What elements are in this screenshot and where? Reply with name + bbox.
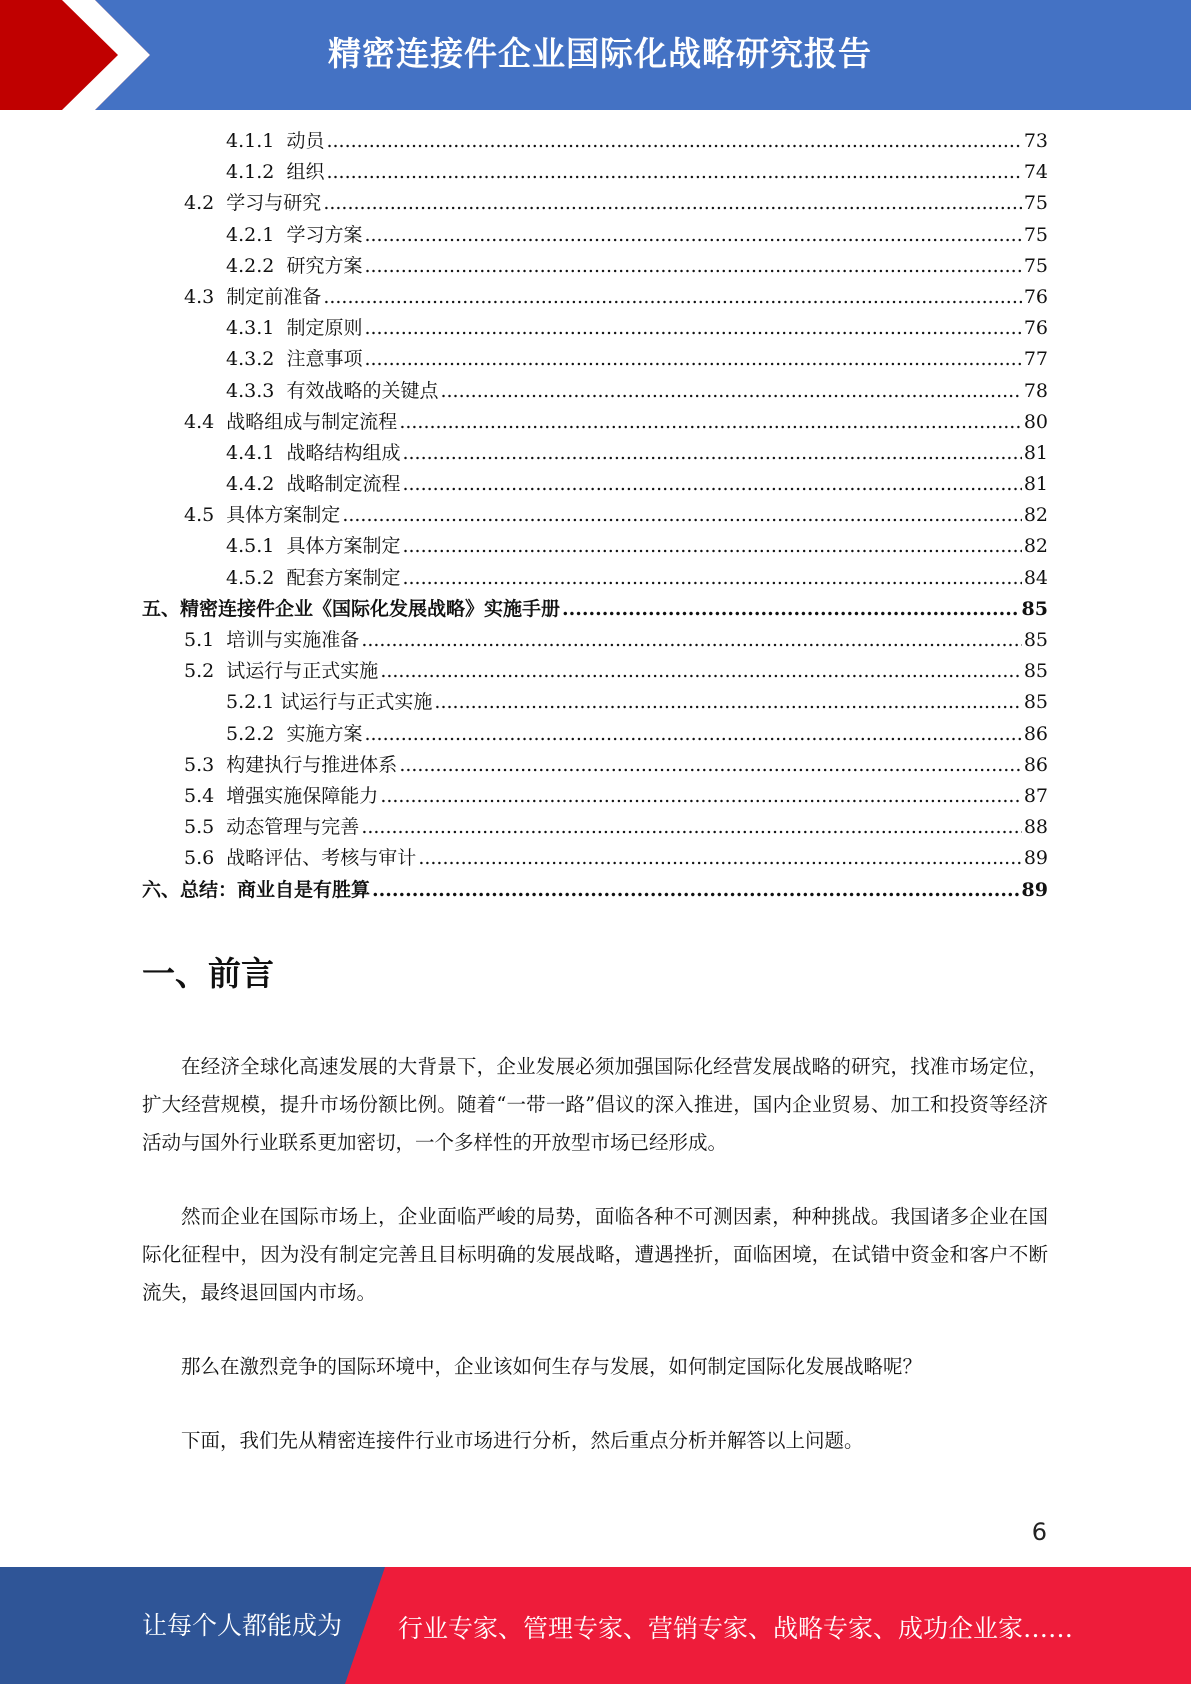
toc-entry-title: 研究方案 [286,254,363,277]
toc-entry-title: 注意事项 [286,348,363,371]
toc-entry[interactable] [142,407,1048,438]
header-banner [0,0,1191,110]
toc-entry-title: 培训与实施准备 [226,629,360,651]
toc-entry-number: 5.6 [184,847,227,870]
toc-dot-leader [364,313,1021,344]
toc-entry-title: 动员 [286,130,325,152]
toc-entry-page: 85 [1023,691,1048,714]
toc-dot-leader [342,500,1022,531]
toc-entry[interactable] [142,531,1048,562]
toc-dot-leader [364,344,1021,375]
paragraph: 下面，我们先从精密连接件行业市场进行分析，然后重点分析并解答以上问题。 [181,1429,864,1452]
toc-entry-number: 4.3 [184,285,227,308]
toc-entry[interactable] [142,875,1048,906]
toc-entry-page: 88 [1023,816,1048,839]
toc-entry-page: 75 [1023,192,1048,215]
footer-banner [0,1567,1191,1684]
toc-dot-leader [562,594,1020,625]
toc-entry-number: 5.5 [184,816,227,839]
toc-dot-leader [399,750,1022,781]
toc-entry-page: 81 [1023,441,1048,464]
toc-dot-leader [364,719,1021,750]
toc-entry-number: 4.5.1 [226,535,287,558]
toc-entry-title: 学习与研究 [226,192,322,215]
paragraph: 然而企业在国际市场上，企业面临严峻的局势，面临各种不可测因素，种种挑战。我国诸多企业在国际化征程中，因为没有制定完善且目标明确的发展战略，遭遇挫折，面临困境，在试错中资金和客户不断流失，最终退回国内市场。 [142,1205,1048,1304]
toc-entry[interactable] [142,656,1048,687]
toc-entry-page: 89 [1021,878,1048,901]
toc-entry-number: 5.4 [184,784,227,807]
toc-entry-page: 85 [1023,660,1048,683]
header-red-chevron [0,0,150,110]
toc-entry-page: 76 [1023,285,1048,308]
toc-entry-page: 74 [1023,161,1048,184]
toc-entry-number: 4.3.3 [226,379,287,402]
toc-entry-page: 81 [1023,473,1048,496]
toc-entry-title: 学习方案 [286,223,363,246]
toc-entry-title: 战略制定流程 [286,473,401,496]
toc-dot-leader [440,376,1021,407]
toc-entry-page: 85 [1023,629,1048,651]
toc-dot-leader [361,812,1022,843]
toc-entry-title: 动态管理与完善 [226,816,360,839]
toc-entry-title: 五、精密连接件企业《国际化发展战略》实施手册 [142,597,561,620]
toc-dot-leader [402,563,1021,594]
toc-entry-title: 配套方案制定 [286,566,401,589]
toc-entry-title: 制定原则 [286,317,363,340]
toc-entry[interactable] [142,313,1048,344]
toc-entry-page: 77 [1023,348,1048,371]
toc-entry-title: 制定前准备 [226,285,322,308]
toc-entry-title: 组织 [286,161,325,184]
toc-entry-title: 六、总结：商业自是有胜算 [142,878,371,901]
toc-dot-leader [402,469,1021,500]
toc-entry[interactable] [142,188,1048,219]
toc-entry-number: 4.4.2 [226,473,287,496]
toc-entry-number: 4.3.1 [226,317,287,340]
table-of-contents [142,126,1048,906]
toc-entry-number: 4.5.2 [226,566,287,589]
toc-entry-page: 75 [1023,223,1048,246]
toc-entry[interactable] [142,500,1048,531]
toc-entry-page: 73 [1023,130,1048,152]
report-title: 精密连接件企业国际化战略研究报告 [328,34,872,73]
toc-entry-title: 具体方案制定 [226,504,341,527]
toc-entry-number: 5.3 [184,753,227,776]
toc-entry[interactable] [142,469,1048,500]
toc-entry-number: 5.1 [184,629,227,651]
toc-entry-title: 战略组成与制定流程 [226,410,398,433]
toc-entry-page: 82 [1023,535,1048,558]
toc-entry[interactable] [142,344,1048,375]
toc-entry-title: 有效战略的关键点 [286,379,439,402]
toc-entry-page: 84 [1023,566,1048,589]
toc-entry-page: 86 [1023,753,1048,776]
toc-entry-number: 5.2 [184,660,227,683]
toc-dot-leader [323,188,1022,219]
toc-dot-leader [364,220,1021,251]
toc-entry[interactable] [142,126,1048,157]
toc-dot-leader [364,251,1021,282]
toc-entry-number: 5.2.2 [226,722,287,745]
toc-dot-leader [402,531,1021,562]
toc-entry-page: 75 [1023,254,1048,277]
paragraph: 那么在激烈竞争的国际环境中，企业该如何生存与发展，如何制定国际化发展战略呢？ [181,1355,923,1378]
toc-entry-number: 4.1.1 [226,130,287,152]
toc-entry-title: 试运行与正式实施 [226,660,379,683]
toc-dot-leader [361,625,1022,656]
toc-entry[interactable] [142,750,1048,781]
page-number: 6 [1031,1518,1047,1546]
toc-entry[interactable] [142,594,1048,625]
section-title: 一、前言 [142,954,274,993]
toc-entry-title: 增强实施保障能力 [226,784,379,807]
toc-entry-page: 80 [1023,410,1048,433]
toc-entry[interactable] [142,812,1048,843]
toc-entry-number: 4.3.2 [226,348,287,371]
toc-dot-leader [380,781,1022,812]
toc-dot-leader [418,843,1022,874]
toc-entry-page: 82 [1023,504,1048,527]
toc-entry-page: 85 [1021,597,1048,620]
toc-dot-leader [326,126,1021,157]
toc-dot-leader [323,282,1022,313]
toc-entry[interactable] [142,157,1048,188]
toc-entry[interactable] [142,220,1048,251]
toc-entry[interactable] [142,563,1048,594]
toc-entry-number: 4.5 [184,504,227,527]
toc-entry-title: 实施方案 [286,722,363,745]
toc-entry[interactable] [142,625,1048,656]
toc-entry-number: 4.1.2 [226,161,287,184]
toc-entry[interactable] [142,438,1048,469]
toc-entry-page: 76 [1023,317,1048,340]
toc-entry-title: 具体方案制定 [286,535,401,558]
toc-dot-leader [380,656,1022,687]
toc-dot-leader [434,687,1021,718]
toc-entry[interactable] [142,843,1048,874]
toc-entry-number: 4.2.1 [226,223,287,246]
toc-entry[interactable] [142,719,1048,750]
footer-slogan-right: 行业专家、管理专家、营销专家、战略专家、成功企业家…… [398,1614,1074,1643]
toc-entry-page: 89 [1023,847,1048,870]
toc-entry-title: 战略结构组成 [286,441,401,464]
toc-dot-leader [402,438,1021,469]
toc-entry[interactable] [142,376,1048,407]
paragraph: 在经济全球化高速发展的大背景下，企业发展必须加强国际化经营发展战略的研究，找准市场定位，扩大经营规模，提升市场份额比例。随着“一带一路”倡议的深入推进，国内企业贸易、加工和投资等经济活动与国外行业联系更加密切，一个多样性的开放型市场已经形成。 [142,1055,1048,1154]
toc-entry-number: 4.2.2 [226,254,287,277]
toc-entry-page: 87 [1023,784,1048,807]
toc-entry-page: 78 [1023,379,1048,402]
toc-entry-title: 试运行与正式实施 [280,691,433,714]
toc-entry[interactable] [142,251,1048,282]
toc-dot-leader [326,157,1021,188]
toc-entry[interactable] [142,687,1048,718]
toc-dot-leader [372,875,1020,906]
toc-entry-number: 4.4 [184,410,227,433]
footer-slogan-left: 让每个人都能成为 [142,1611,343,1640]
toc-entry-page: 86 [1023,722,1048,745]
toc-entry-title: 战略评估、考核与审计 [226,847,417,870]
toc-entry-title: 构建执行与推进体系 [226,753,398,776]
toc-entry-number: 4.4.1 [226,441,287,464]
body-text [142,1048,1048,1496]
toc-entry[interactable] [142,781,1048,812]
toc-dot-leader [399,407,1022,438]
toc-entry[interactable] [142,282,1048,313]
toc-entry-number: 5.2.1 [226,691,281,714]
toc-entry-number: 4.2 [184,192,227,215]
